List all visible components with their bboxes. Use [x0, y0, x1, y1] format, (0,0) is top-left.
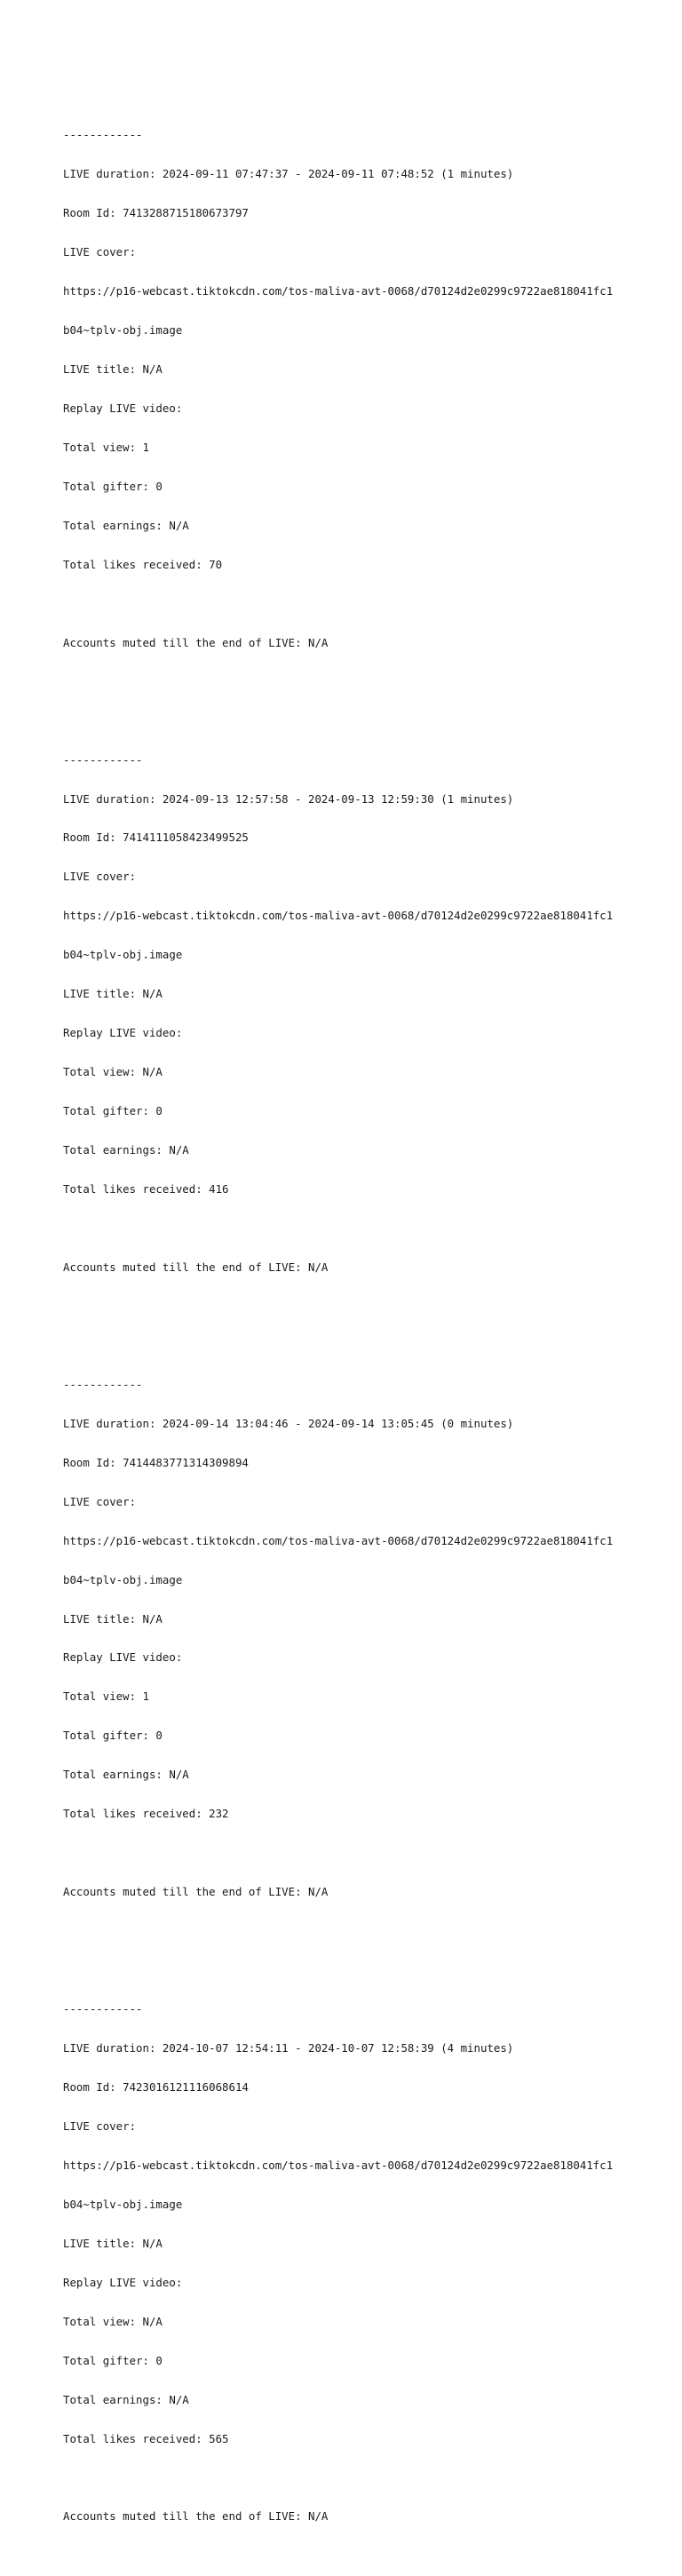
live-duration: LIVE duration: 2024-09-14 13:04:46 - 2024-09-14 13:05:45 (0 minutes) [63, 1416, 514, 1430]
total-gifter: Total gifter: 0 [63, 2353, 163, 2367]
room-id: Room Id: 7423016121116068614 [63, 2079, 249, 2094]
total-likes: Total likes received: 232 [63, 1807, 229, 1821]
live-duration: LIVE duration: 2024-09-11 07:47:37 - 2024-09-11 07:48:52 (1 minutes) [63, 167, 514, 181]
live-cover-url-continued: b04~tplv-obj.image [63, 1572, 183, 1586]
live-cover-label: LIVE cover: [63, 2119, 137, 2133]
total-earnings: Total earnings: N/A [63, 2392, 189, 2406]
replay-live-video: Replay LIVE video: [63, 1026, 183, 1040]
live-cover-url-continued: b04~tplv-obj.image [63, 2197, 183, 2211]
accounts-muted: Accounts muted till the end of LIVE: N/A [63, 2509, 329, 2524]
replay-live-video: Replay LIVE video: [63, 2275, 183, 2289]
live-cover-label: LIVE cover: [63, 870, 137, 884]
room-id: Room Id: 7413288715180673797 [63, 206, 249, 220]
live-title: LIVE title: N/A [63, 362, 163, 376]
live-title: LIVE title: N/A [63, 2236, 163, 2250]
blank-line [63, 1847, 667, 1860]
room-id: Room Id: 7414483771314309894 [63, 1455, 249, 1469]
total-gifter: Total gifter: 0 [63, 479, 163, 493]
accounts-muted: Accounts muted till the end of LIVE: N/A [63, 1885, 329, 1899]
record-separator: ------------ [63, 2002, 143, 2016]
total-likes: Total likes received: 565 [63, 2431, 229, 2445]
live-duration: LIVE duration: 2024-09-13 12:57:58 - 2024-09-13 12:59:30 (1 minutes) [63, 791, 514, 806]
live-title: LIVE title: N/A [63, 1611, 163, 1626]
total-earnings: Total earnings: N/A [63, 518, 189, 532]
blank-line [63, 1222, 667, 1236]
accounts-muted: Accounts muted till the end of LIVE: N/A [63, 635, 329, 649]
live-cover-label: LIVE cover: [63, 245, 137, 259]
live-record-2 [63, 727, 667, 1300]
replay-live-video: Replay LIVE video: [63, 1650, 183, 1665]
live-record-1 [63, 103, 667, 676]
total-gifter: Total gifter: 0 [63, 1729, 163, 1743]
live-duration: LIVE duration: 2024-10-07 12:54:11 - 2024-10-07 12:58:39 (4 minutes) [63, 2041, 514, 2055]
total-earnings: Total earnings: N/A [63, 1768, 189, 1782]
record-separator: ------------ [63, 1377, 143, 1391]
total-view: Total view: N/A [63, 1065, 163, 1079]
replay-live-video: Replay LIVE video: [63, 401, 183, 415]
live-cover-url-continued: b04~tplv-obj.image [63, 323, 183, 338]
live-cover-url: https://p16-webcast.tiktokcdn.com/tos-maliva-avt-0068/d70124d2e0299c9722ae818041fc1 [63, 1533, 614, 1547]
record-separator: ------------ [63, 128, 143, 142]
live-cover-url-continued: b04~tplv-obj.image [63, 948, 183, 962]
total-likes: Total likes received: 70 [63, 557, 223, 571]
live-title: LIVE title: N/A [63, 987, 163, 1001]
total-view: Total view: 1 [63, 1690, 149, 1704]
total-gifter: Total gifter: 0 [63, 1104, 163, 1118]
blank-line [63, 598, 667, 611]
total-view: Total view: N/A [63, 2314, 163, 2328]
room-id: Room Id: 7414111058423499525 [63, 831, 249, 845]
total-likes: Total likes received: 416 [63, 1182, 229, 1197]
live-record-3 [63, 1353, 667, 1926]
record-separator: ------------ [63, 752, 143, 767]
total-earnings: Total earnings: N/A [63, 1143, 189, 1157]
total-view: Total view: 1 [63, 440, 149, 454]
live-history-document [63, 64, 667, 2576]
live-cover-label: LIVE cover: [63, 1494, 137, 1508]
accounts-muted: Accounts muted till the end of LIVE: N/A [63, 1260, 329, 1274]
live-cover-url: https://p16-webcast.tiktokcdn.com/tos-maliva-avt-0068/d70124d2e0299c9722ae818041fc1 [63, 284, 614, 298]
blank-line [63, 2472, 667, 2485]
live-cover-url: https://p16-webcast.tiktokcdn.com/tos-maliva-avt-0068/d70124d2e0299c9722ae818041fc1 [63, 909, 614, 923]
live-cover-url: https://p16-webcast.tiktokcdn.com/tos-maliva-avt-0068/d70124d2e0299c9722ae818041fc1 [63, 2158, 614, 2172]
live-record-4 [63, 1977, 667, 2550]
